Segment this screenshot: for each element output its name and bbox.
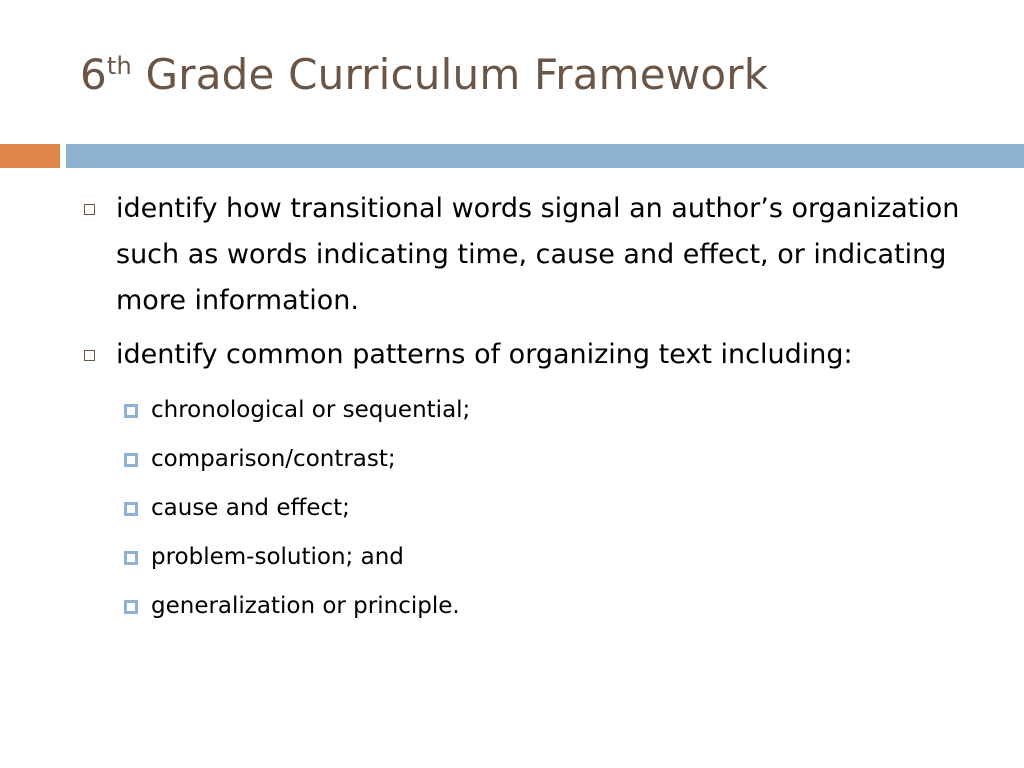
bullet-item [80, 332, 980, 378]
sub-bullet-item [120, 582, 980, 631]
sub-bullet-item [120, 386, 980, 435]
sub-bullet-text: comparison/contrast; [151, 446, 396, 472]
accent-bar-orange [0, 144, 60, 168]
sub-bullet-text: chronological or sequential; [151, 397, 471, 423]
slide-title [80, 50, 768, 99]
slide-body [80, 186, 980, 631]
sub-bullet-item [120, 484, 980, 533]
square-bullet-icon [124, 551, 138, 565]
square-bullet-icon [124, 453, 138, 467]
sub-bullet-text: generalization or principle. [151, 593, 460, 619]
title-superscript: th [106, 52, 132, 80]
accent-bar-blue [66, 144, 1024, 168]
sub-bullet-text: problem-solution; and [151, 544, 404, 570]
sub-bullet-list [80, 386, 980, 631]
bullet-item [80, 186, 980, 324]
square-bullet-icon [124, 502, 138, 516]
title-number: 6 [80, 50, 107, 99]
title-text: Grade Curriculum Framework [131, 50, 769, 99]
hollow-square-icon [84, 350, 95, 361]
hollow-square-icon [84, 204, 95, 215]
sub-bullet-text: cause and effect; [151, 495, 350, 521]
square-bullet-icon [124, 600, 138, 614]
bullet-text: identify common patterns of organizing text including: [116, 339, 853, 370]
square-bullet-icon [124, 404, 138, 418]
bullet-text: identify how transitional words signal an author’s organization such as words indicating time, cause and effect, or indicating more information. [116, 193, 960, 316]
sub-bullet-item [120, 533, 980, 582]
sub-bullet-item [120, 435, 980, 484]
